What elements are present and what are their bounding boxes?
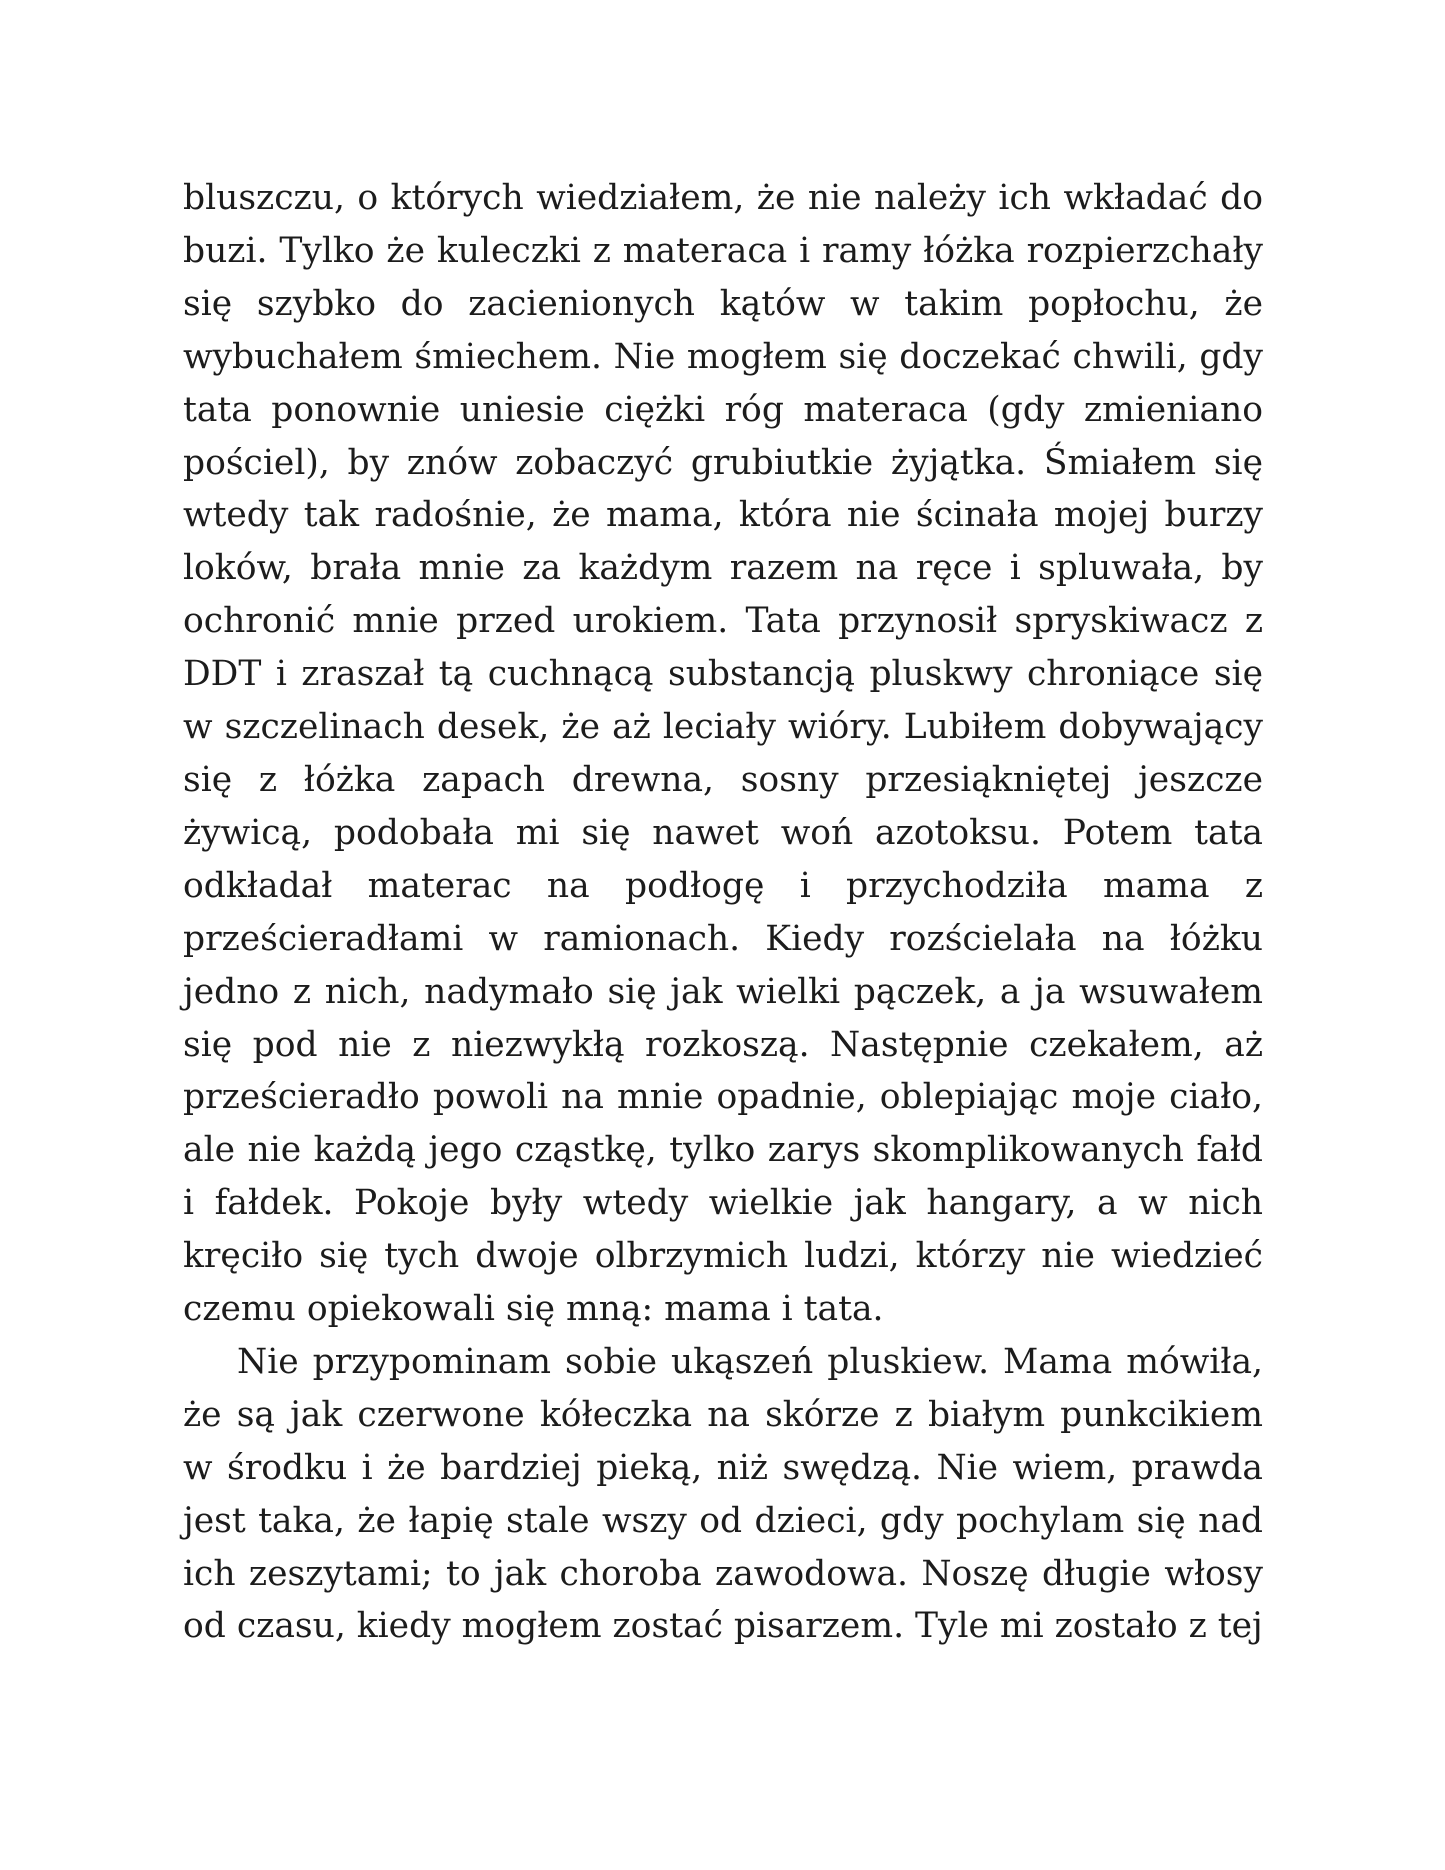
paragraph: Nie przypominam sobie ukąszeń pluskiew. Mama mówiła, że są jak czerwone kółeczka na skórze z białym punkcikiem w środku i że bardziej pieką, niż swędzą. Nie wiem, prawda jest taka, że łapię stale wszy od dzieci, gdy pochylam się nad ich zeszytami; to jak choroba zawodowa. Noszę długie włosy od czasu, kiedy mogłem zostać pisarzem. Tyle mi zostało z tej — [183, 1341, 1263, 1647]
paragraph-continued: bluszczu, o których wiedziałem, że nie należy ich wkładać do buzi. Tylko że kuleczki z materaca i ramy łóżka rozpierzchały się szybko do zacienionych kątów w takim popłochu, że wybuchałem śmiechem. Nie mogłem się doczekać chwili, gdy tata ponownie uniesie ciężki róg materaca (gdy zmieniano pościel), by znów zobaczyć grubiutkie żyjątka. Śmiałem się wtedy tak radośnie, że mama, która nie ścinała mojej burzy loków, brała mnie za każdym razem na ręce i spluwała, by ochronić mnie przed urokiem. Tata przynosił spryskiwacz z DDT i zraszał tą cuchnącą substancją pluskwy chroniące się w szczelinach desek, że aż leciały wióry. Lubiłem dobywający się z łóżka zapach drewna, sosny przesiąkniętej jeszcze żywicą, podobała mi się nawet woń azotoksu. Potem tata odkładał materac na podłogę i przychodziła mama z prześcieradłami w ramionach. Kiedy rozścielała na łóżku jedno z nich, nadymało się jak wielki pączek, a ja wsuwałem się pod nie z niezwykłą rozkoszą. Następnie czekałem, aż prześcieradło powoli na mnie opadnie, oblepiając moje ciało, ale nie każdą jego cząstkę, tylko zarys skomplikowanych fałd i fałdek. Pokoje były wtedy wielkie jak hangary, a w nich kręciło się tych dwoje olbrzymich ludzi, którzy nie wiedzieć czemu opiekowali się mną: mama i tata. — [183, 178, 1263, 1330]
body-text — [183, 172, 1263, 1653]
